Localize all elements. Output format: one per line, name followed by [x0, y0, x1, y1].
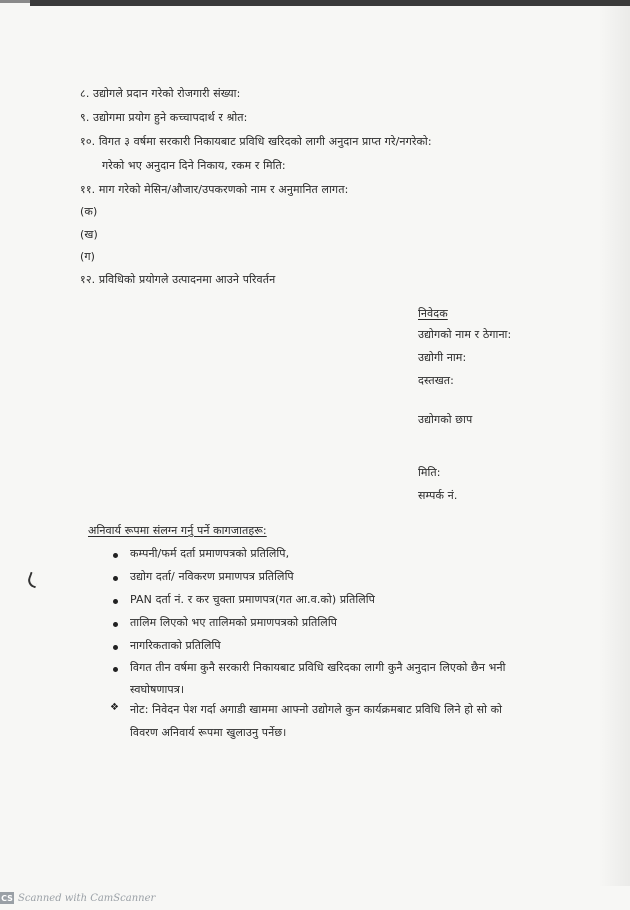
bullet-icon [113, 667, 118, 672]
camscanner-logo-icon: CS [1, 893, 13, 903]
industry-stamp: उद्योगको छाप [418, 413, 473, 426]
item-11-ka: (क) [80, 205, 98, 218]
attachment-no-grant-declaration: विगत तीन वर्षमा कुनै सरकारी निकायबाट प्रविधि खरिदका लागी कुनै अनुदान लिएको छैन भनी [130, 661, 506, 674]
note-line-1: नोट: निवेदन पेश गर्दा अगाडी खाममा आफ्नो उद्योगले कुन कार्यक्रमबाट प्रविधि लिने हो सो को [130, 703, 503, 716]
page-shadow [598, 6, 630, 886]
bullet-icon [113, 553, 118, 558]
signature: दस्तखत: [418, 374, 454, 387]
attachment-training-certificate: तालिम लिएको भए तालिमको प्रमाणपत्रको प्रतिलिपि [130, 616, 338, 629]
bullet-icon [113, 599, 118, 604]
item-11-kha: (ख) [80, 228, 98, 241]
note-line-2: विवरण अनिवार्य रूपमा खुलाउनु पर्नेछ। [130, 726, 287, 739]
note-diamond-icon: ❖ [110, 702, 119, 713]
bullet-icon [113, 576, 118, 581]
scan-edge-top [30, 0, 630, 6]
item-11-ga: (ग) [80, 250, 96, 263]
attachment-citizenship: नागरिकताको प्रतिलिपि [130, 639, 221, 652]
attachment-pan-tax: PAN दर्ता नं. र कर चुक्ता प्रमाणपत्र(गत आ.व.को) प्रतिलिपि [130, 593, 375, 606]
entrepreneur-name: उद्योगी नाम: [418, 351, 467, 364]
item-8: ८. उद्योगले प्रदान गरेको रोजगारी संख्या: [80, 87, 241, 100]
scanner-watermark [0, 892, 155, 904]
applicant-heading: निवेदक [418, 307, 448, 320]
attachment-company-registration: कम्पनी/फर्म दर्ता प्रमाणपत्रको प्रतिलिपि, [130, 547, 290, 560]
item-10: १०. विगत ३ वर्षमा सरकारी निकायबाट प्रविधि खरिदको लागी अनुदान प्राप्त गरे/नगरेको: [80, 135, 432, 148]
item-11: ११. माग गरेको मेसिन/औजार/उपकरणको नाम र अनुमानित लागत: [80, 183, 349, 196]
contact-number: सम्पर्क नं. [418, 489, 458, 502]
item-10-sub: गरेको भए अनुदान दिने निकाय, रकम र मिति: [102, 159, 286, 172]
scan-edge-left [0, 0, 30, 3]
date: मिति: [418, 466, 441, 479]
item-12: १२. प्रविधिको प्रयोगले उत्पादनमा आउने परिवर्तन [80, 273, 276, 286]
stray-mark [26, 572, 40, 589]
bullet-icon [113, 622, 118, 627]
attachment-industry-registration: उद्योग दर्ता/ नविकरण प्रमाणपत्र प्रतिलिपि [130, 570, 294, 583]
attachment-self-declaration: स्वघोषणापत्र। [130, 683, 185, 696]
bullet-icon [113, 645, 118, 650]
scanner-watermark-text: Scanned with CamScanner [18, 892, 156, 904]
item-9: ९. उद्योगमा प्रयोग हुने कच्चापदार्थ र श्रोत: [80, 111, 248, 124]
industry-name-address: उद्योगको नाम र ठेगाना: [418, 328, 512, 341]
attachments-heading: अनिवार्य रूपमा संलग्न गर्नु पर्ने कागजातहरू: [88, 524, 267, 537]
